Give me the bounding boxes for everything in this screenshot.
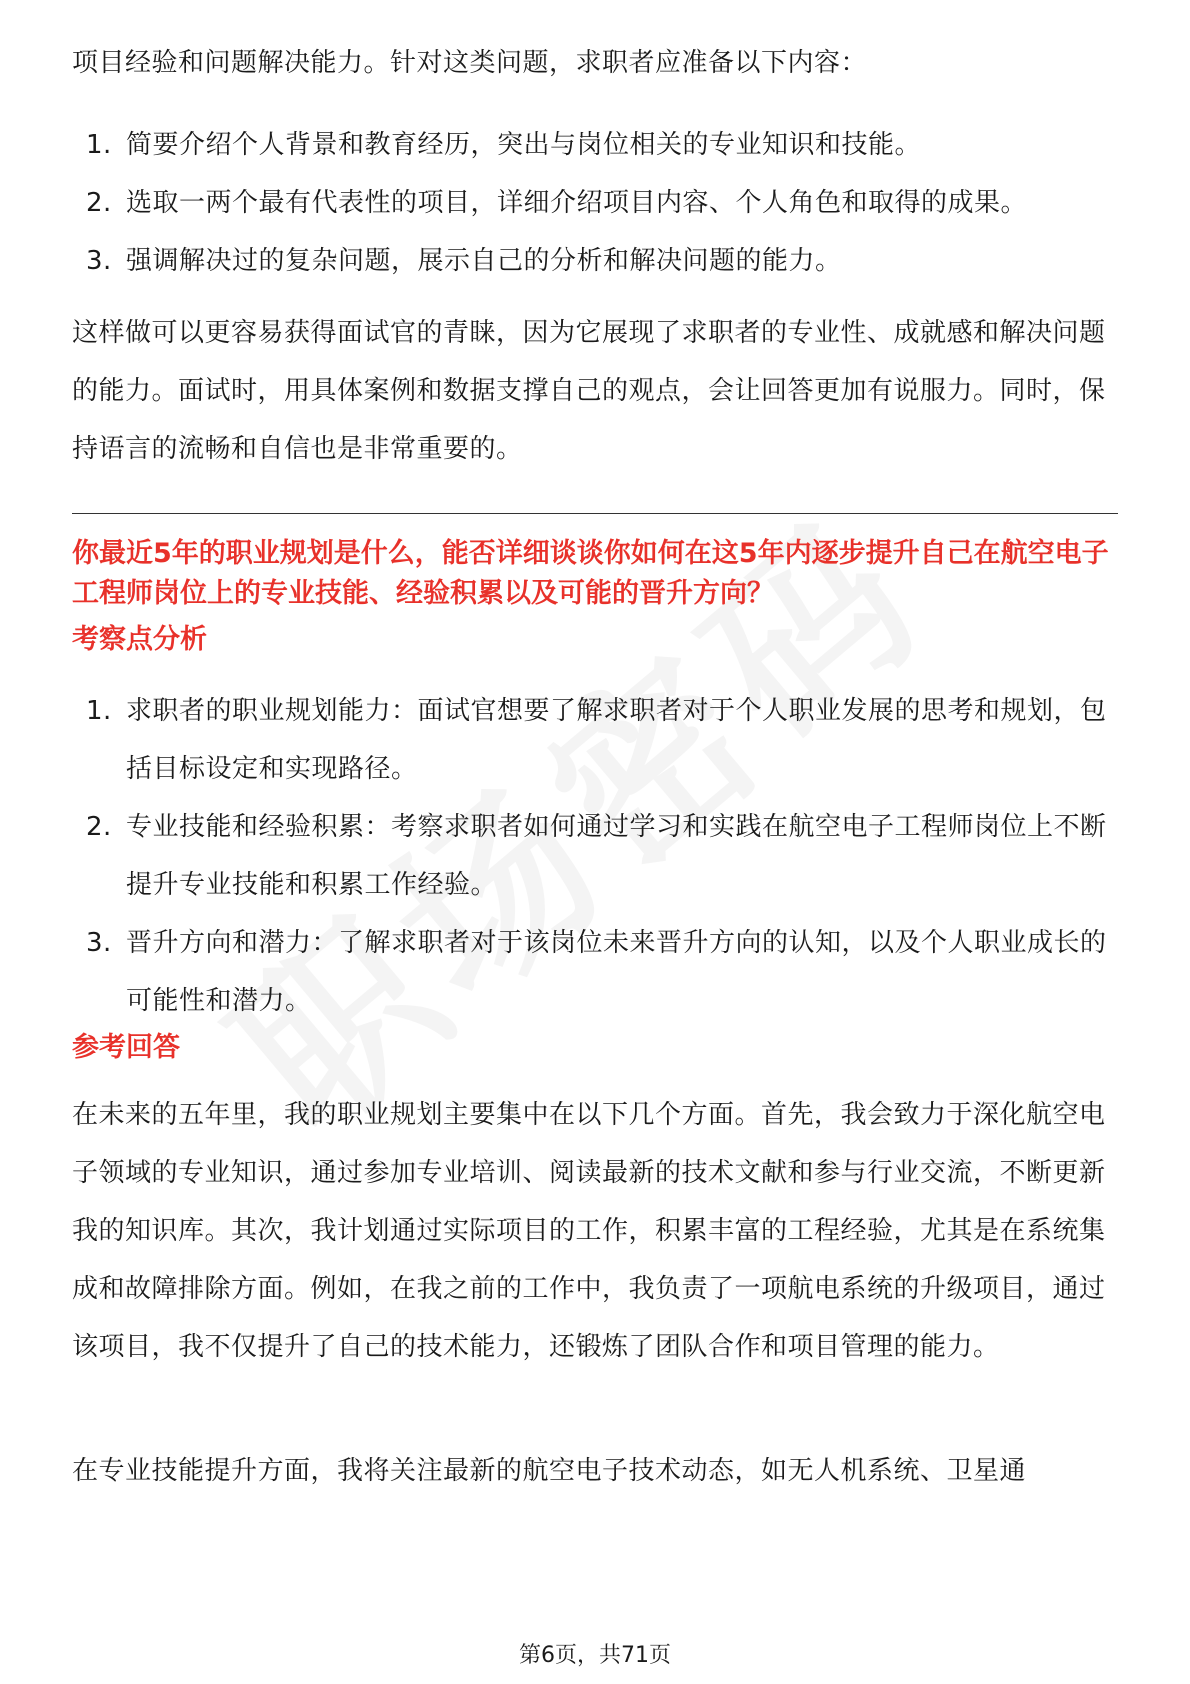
list-item: 1. 求职者的职业规划能力：面试官想要了解求职者对于个人职业发展的思考和规划，包括目标设定和实现路径。 xyxy=(86,696,1107,784)
answer-paragraph: 在未来的五年里，我的职业规划主要集中在以下几个方面。首先，我会致力于深化航空电子领域的专业知识，通过参加专业培训、阅读最新的技术文献和参与行业交流，不断更新我的知识库。其次，我计划通过实际项目的工作，积累丰富的工程经验，尤其是在系统集成和故障排除方面。例如，在我之前的工作中，我负责了一项航电系统的升级项目，通过该项目，我不仅提升了自己的技术能力，还锻炼了团队合作和项目管理的能力。 xyxy=(72,1100,1106,1362)
answer-paragraph: 在专业技能提升方面，我将关注最新的航空电子技术动态，如无人机系统、卫星通 xyxy=(72,1456,1027,1486)
question-title: 你最近5年的职业规划是什么，能否详细谈谈你如何在这5年内逐步提升自己在航空电子工程师岗位上的专业技能、经验积累以及可能的晋升方向？ xyxy=(72,538,1109,609)
page-number: 第6页，共71页 xyxy=(519,1643,671,1668)
analysis-heading: 考察点分析 xyxy=(72,624,207,655)
summary-paragraph: 这样做可以更容易获得面试官的青睐，因为它展现了求职者的专业性、成就感和解决问题的能力。面试时，用具体案例和数据支撑自己的观点，会让回答更加有说服力。同时，保持语言的流畅和自信也是非常重要的。 xyxy=(72,318,1106,464)
list-item: 1. 简要介绍个人背景和教育经历，突出与岗位相关的专业知识和技能。 xyxy=(86,130,922,160)
list-item: 2. 选取一两个最有代表性的项目，详细介绍项目内容、个人角色和取得的成果。 xyxy=(86,188,1028,218)
intro-text: 项目经验和问题解决能力。针对这类问题，求职者应准备以下内容： xyxy=(72,48,868,78)
prep-list xyxy=(72,116,1118,290)
analysis-list xyxy=(72,682,1118,1030)
list-item: 2. 专业技能和经验积累：考察求职者如何通过学习和实践在航空电子工程师岗位上不断提升专业技能和积累工作经验。 xyxy=(86,812,1107,900)
section-divider xyxy=(72,513,1118,514)
list-item: 3. 强调解决过的复杂问题，展示自己的分析和解决问题的能力。 xyxy=(86,246,842,276)
list-item: 3. 晋升方向和潜力：了解求职者对于该岗位未来晋升方向的认知，以及个人职业成长的可能性和潜力。 xyxy=(86,928,1107,1016)
answer-heading: 参考回答 xyxy=(72,1032,180,1063)
